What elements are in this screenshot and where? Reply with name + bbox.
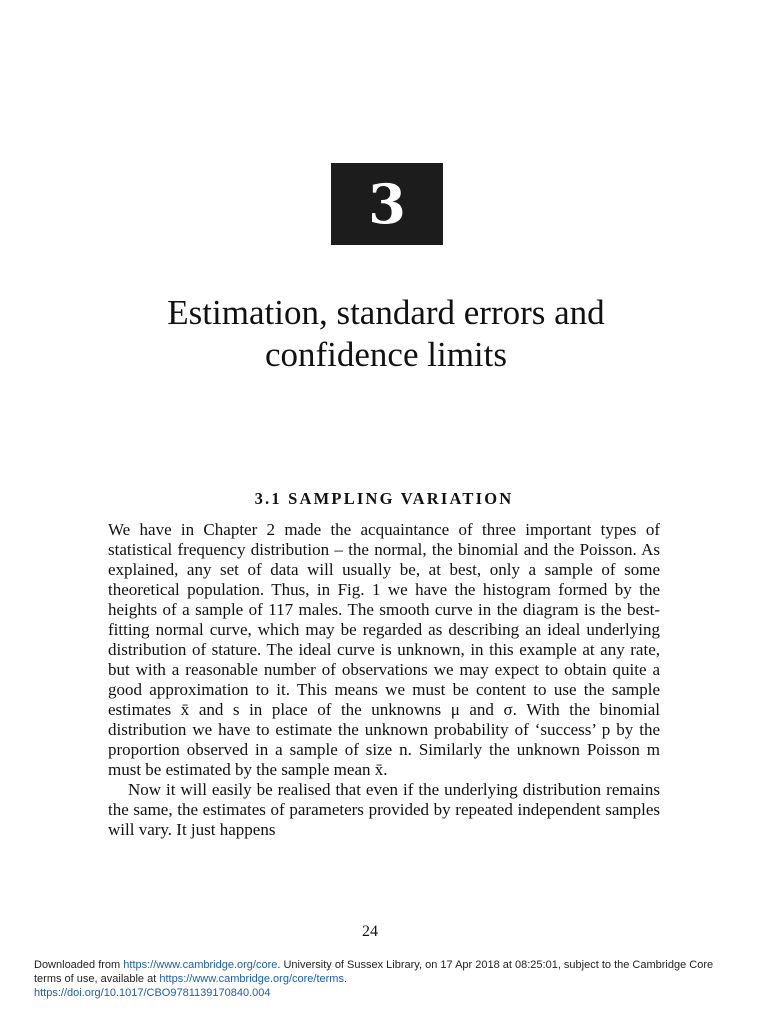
chapter-title-line-2: confidence limits xyxy=(264,335,507,374)
chapter-title xyxy=(60,292,712,376)
body-text xyxy=(108,520,660,840)
section-heading: 3.1 SAMPLING VARIATION xyxy=(254,489,514,508)
paragraph-2: Now it will easily be realised that even if the underlying distribution remains the same, the estimates of parameters provided by repeated independent samples will vary. It just happens xyxy=(108,780,660,839)
footer-prefix: Downloaded from xyxy=(34,959,124,971)
footer-period: . xyxy=(343,973,348,985)
page-number: 24 xyxy=(362,923,378,940)
footer-middle-text: . University of Sussex Library, on 17 Apr 2018 at 08:25:01, subject to the Cambridge Core terms of use, available at xyxy=(34,959,714,985)
chapter-number-box xyxy=(331,163,443,245)
footer-core-link[interactable]: https://www.cambridge.org/core xyxy=(123,959,278,971)
footer-doi-link[interactable]: https://doi.org/10.1017/CBO9781139170840.004 xyxy=(34,987,271,999)
download-footer xyxy=(34,958,734,1000)
chapter-number: 3 xyxy=(368,172,406,236)
footer-terms-link[interactable]: https://www.cambridge.org/core/terms xyxy=(159,973,344,985)
chapter-title-line-1: Estimation, standard errors and xyxy=(167,293,605,332)
paragraph-1: We have in Chapter 2 made the acquaintance of three important types of statistical frequency distribution – the normal, the binomial and the Poisson. As explained, any set of data will usually be, at best, only a sample of some theoretical population. Thus, in Fig. 1 we have the histogram formed by the heights of a sample of 117 males. The smooth curve in the diagram is the best-fitting normal curve, which may be regarded as describing an ideal underlying distribution of stature. The ideal curve is unknown, in this example at any rate, but with a reasonable number of observations we may expect to obtain quite a good approximation to it. This means we must be content to use the sample estimates x̄ and s in place of the unknowns μ and σ. With the binomial distribution we have to estimate the unknown probability of ‘success’ p by the proportion observed in a sample of size n. Similarly the unknown Poisson m must be estimated by the sample mean x̄. xyxy=(108,520,660,779)
